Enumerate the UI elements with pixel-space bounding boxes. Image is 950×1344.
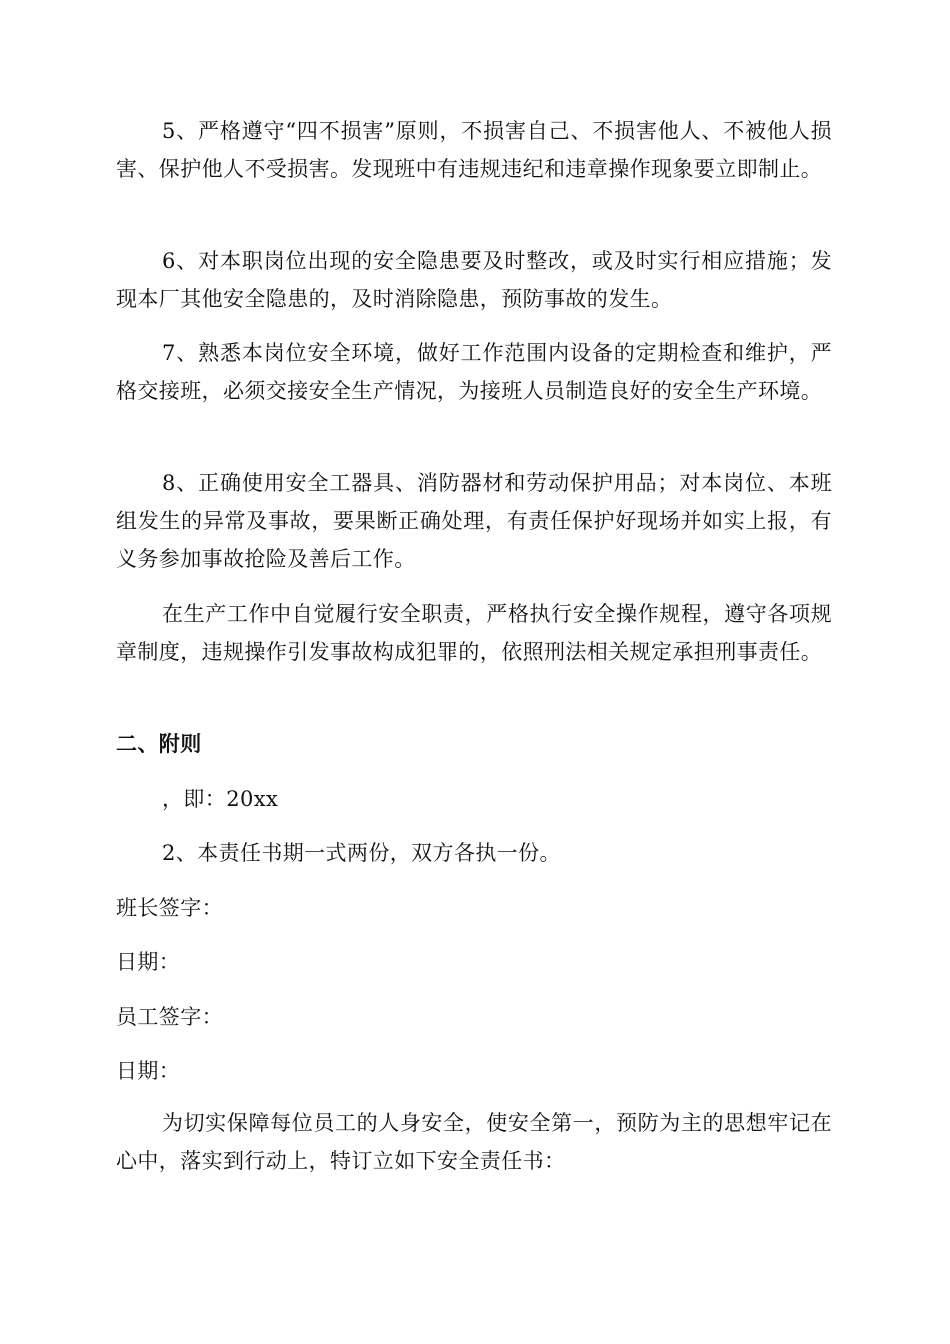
paragraph-responsibility: 在生产工作中自觉履行安全职责，严格执行安全操作规程，遵守各项规章制度，违规操作引发事故构成犯罪的，依照刑法相关规定承担刑事责任。 [116,602,832,664]
section-heading: 二、附则 [116,732,202,756]
leader-signature-label: 班长签字： [116,896,223,920]
paragraph-item-8: 8、正确使用安全工器具、消防器材和劳动保护用品；对本岗位、本班组发生的异常及事故，要果断正确处理，有责任保护好现场并如实上报，有义务参加事故抢险及善后工作。 [116,471,832,571]
employee-date-label: 日期： [116,1059,181,1083]
paragraph-item-5: 5、严格遵守“四不损害”原则，不损害自己、不损害他人、不被他人损害、保护他人不受损害。发现班中有违规违纪和违章操作现象要立即制止。 [116,119,832,181]
employee-signature-label: 员工签字： [116,1005,223,1029]
leader-date-label: 日期： [116,950,181,974]
closing-paragraph: 为切实保障每位员工的人身安全，使安全第一，预防为主的思想牢记在心中，落实到行动上，特订立如下安全责任书： [116,1111,832,1173]
rule-item-1: ，即：20xx [162,787,279,811]
rule-item-2: 2、本责任书期一式两份，双方各执一份。 [162,841,561,865]
paragraph-item-6: 6、对本职岗位出现的安全隐患要及时整改，或及时实行相应措施；发现本厂其他安全隐患的，及时消除隐患，预防事故的发生。 [116,249,832,311]
paragraph-item-7: 7、熟悉本岗位安全环境，做好工作范围内设备的定期检查和维护，严格交接班，必须交接安全生产情况，为接班人员制造良好的安全生产环境。 [116,341,832,403]
